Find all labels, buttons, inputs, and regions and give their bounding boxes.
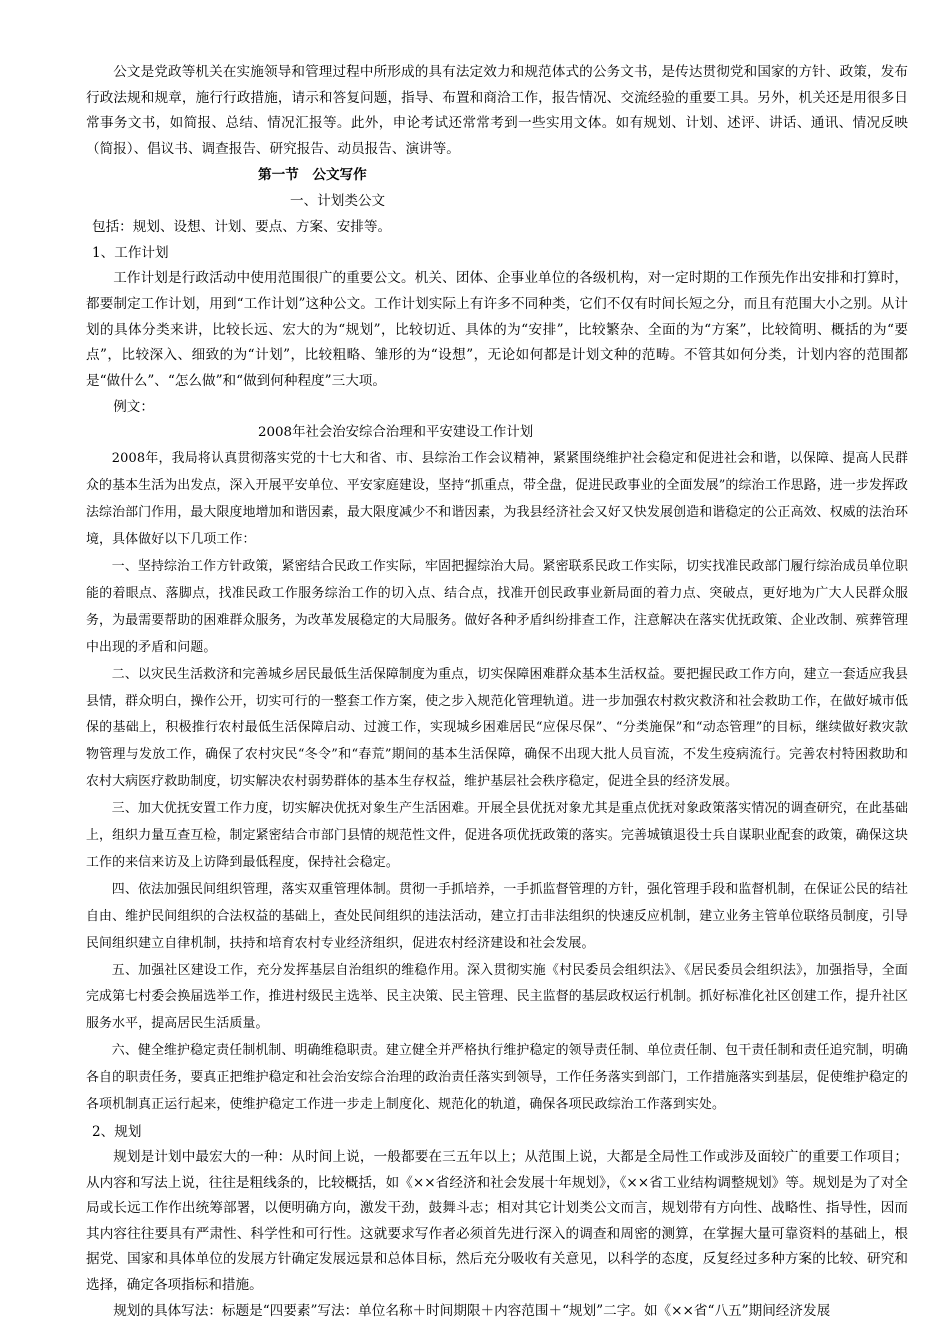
example-paragraph: 四、依法加强民间组织管理，落实双重管理体制。贯彻一手抓培养，一手抓监督管理的方针，强化管理手段和监督机制，在保证公民的结社自由、维护民间组织的合法权益的基础上，查处民间组织的违法活动，建立打击非法组织的快速反应机制，建立业务主管单位联络员制度，引导民间组织建立自律机制，扶持和培育农村专业经济组织，促进农村经济建设和社会发展。	[86, 881, 908, 951]
section-title: 第一节 公文写作	[258, 167, 367, 184]
work-plan-paragraph: 工作计划是行政活动中使用范围很广的重要公文。机关、团体、企事业单位的各级机构，对一定时期的工作预先作出安排和打算时，都要制定工作计划，用到“工作计划”这种公文。工作计划实际上有许多不同种类，它们不仅有时间长短之分，而且有范围大小之别。从计划的具体分类来讲，比较长远、宏大的为“规划”，比较切近、具体的为“安排”，比较繁杂、全面的为“方案”，比较简明、概括的为“要点”，比较深入、细致的为“计划”，比较粗略、雏形的为“设想”，无论如何都是计划文种的范畴。不管其如何分类，计划内容的范围都是“做什么”、“怎么做”和“做到何种程度”三大项。	[86, 270, 908, 389]
example-label: 例文：	[113, 399, 154, 416]
example-paragraph: 一、坚持综治工作方针政策，紧密结合民政工作实际，牢固把握综治大局。紧密联系民政工作实际，切实找准民政部门履行综治成员单位职能的着眼点、落脚点，找准民政工作服务综治工作的切入点、结合点，找准开创民政事业新局面的着力点、突破点，更好地为广大人民群众服务，为最需要帮助的困难群众服务，为改革发展稳定的大局服务。做好各种矛盾纠纷排查工作，注意解决在落实优抚政策、企业改制、殡葬管理中出现的矛盾和问题。	[86, 558, 908, 655]
heading-planning: 2、规划	[92, 1124, 142, 1140]
example-paragraph: 六、健全维护稳定责任制机制、明确维稳职责。建立健全并严格执行维护稳定的领导责任制、单位责任制、包干责任制和责任追究制，明确各自的职责任务，要真正把维护稳定和社会治安综合治理的政治责任落实到领导，工作任务落实到部门，工作措施落实到基层，促使维护稳定的各项机制真正运行起来，使维护稳定工作进一步走上制度化、规范化的轨道，确保各项民政综治工作落到实处。	[86, 1043, 908, 1113]
planning-format-paragraph: 规划的具体写法：标题是“四要素”写法：单位名称＋时间期限＋内容范围＋“规划”二字。如《××省“八五”期间经济发展	[113, 1302, 831, 1319]
subsection-title: 一、计划类公文	[290, 193, 386, 210]
intro-paragraph: 公文是党政等机关在实施领导和管理过程中所形成的具有法定效力和规范体式的公务文书，是传达贯彻党和国家的方针、政策，发布行政法规和规章，施行行政措施，请示和答复问题，指导、布置和商洽工作，报告情况、交流经验的重要工具。另外，机关还是用很多日常事务文书，如简报、总结、情况汇报等。此外，申论考试还常常考到一些实用文体。如有规划、计划、述评、讲话、通讯、情况反映（简报）、倡议书、调查报告、研究报告、动员报告、演讲等。	[86, 64, 908, 157]
example-paragraph: 三、加大优抚安置工作力度，切实解决优抚对象生产生活困难。开展全县优抚对象尤其是重点优抚对象政策落实情况的调查研究，在此基础上，组织力量互查互检，制定紧密结合市部门县情的规范性文件，促进各项优抚政策的落实。完善城镇退役士兵自谋职业配套的政策，确保这块工作的来信来访及上访降到最低程度，保持社会稳定。	[86, 801, 908, 870]
example-title: 2008年社会治安综合治理和平安建设工作计划	[258, 425, 534, 441]
planning-paragraph: 规划是计划中最宏大的一种：从时间上说，一般都要在三五年以上；从范围上说，大都是全局性工作或涉及面较广的重要工作项目；从内容和写法上说，往往是粗线条的，比较概括，如《××省经济和社会发展十年规划》，《××省工业结构调整规划》等。规划是为了对全局或长远工作作出统筹部署，以便明确方向，激发干劲，鼓舞斗志；相对其它计划类公文而言，规划带有方向性、战略性、指导性，因而其内容往往要具有严肃性、科学性和可行性。这就要求写作者必须首先进行深入的调查和周密的测算，在掌握大量可靠资料的基础上，根据党、国家和具体单位的发展方针确定发展远景和总体目标，然后充分吸收有关意见，以科学的态度，反复经过多种方案的比较、研究和选择，确定各项指标和措施。	[86, 1149, 908, 1293]
example-paragraph: 2008年，我局将认真贯彻落实党的十七大和省、市、县综治工作会议精神，紧紧围绕维护社会稳定和促进社会和谐，以保障、提高人民群众的基本生活为出发点，深入开展平安单位、平安家庭建设，坚持“抓重点，带全盘，促进民政事业的全面发展”的综治工作思路，进一步发挥政法综治部门作用，最大限度地增加和谐因素，最大限度减少不和谐因素，为我县经济社会又好又快发展创造和谐稳定的公正高效、权威的法治环境，具体做好以下几项工作：	[86, 451, 908, 548]
document-page	[86, 60, 908, 1324]
example-paragraph: 五、加强社区建设工作，充分发挥基层自治组织的维稳作用。深入贯彻实施《村民委员会组织法》、《居民委员会组织法》，加强指导，全面完成第七村委会换届选举工作，推进村级民主选举、民主决策、民主管理、民主监督的基层政权运行机制。抓好标准化社区创建工作，提升社区服务水平，提高居民生活质量。	[86, 962, 908, 1032]
includes-line: 包括：规划、设想、计划、要点、方案、安排等。	[92, 219, 392, 236]
example-paragraph: 二、以灾民生活救济和完善城乡居民最低生活保障制度为重点，切实保障困难群众基本生活权益。要把握民政工作方向，建立一套适应我县县情，群众明白，操作公开，切实可行的一整套工作方案，使之步入规范化管理轨道。进一步加强农村救灾救济和社会救助工作，在做好城市低保的基础上，积极推行农村最低生活保障启动、过渡工作，实现城乡困难居民“应保尽保”、“分类施保”和“动态管理”的目标，继续做好救灾款物管理与发放工作，确保了农村灾民“冬令”和“春荒”期间的基本生活保障，确保不出现大批人员盲流，不发生疫病流行。完善农村特困救助和农村大病医疗救助制度，切实解决农村弱势群体的基本生存权益，维护基层社会秩序稳定，促进全县的经济发展。	[86, 666, 908, 790]
heading-work-plan: 1、工作计划	[92, 245, 169, 262]
